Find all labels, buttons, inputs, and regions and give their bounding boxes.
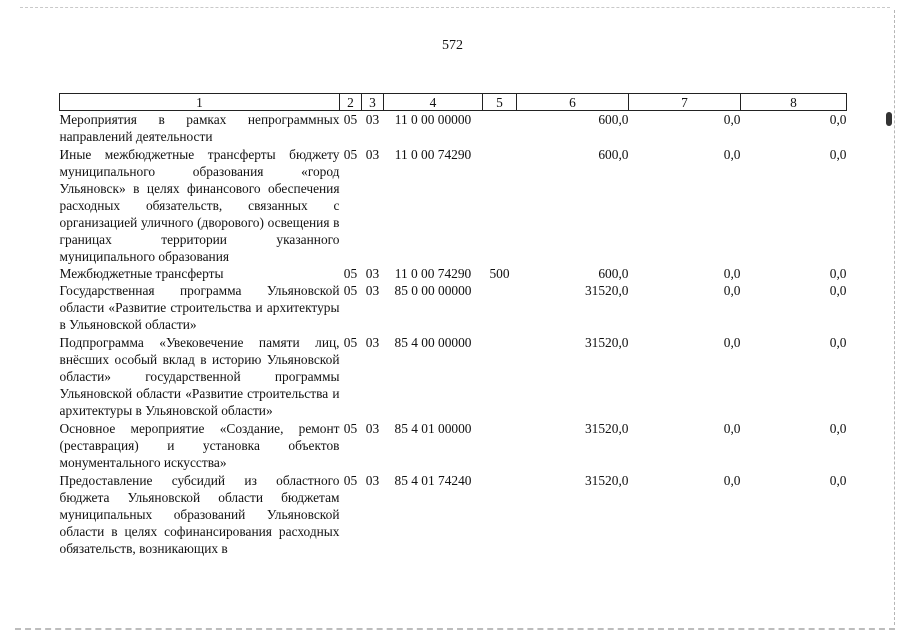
row-csr: 11 0 00 74290 [394,266,472,281]
row-vr [483,145,517,265]
row-rz: 05 [343,266,358,281]
row-value-6: 31520,0 [584,421,629,436]
row-value-6: 600,0 [598,112,629,127]
row-vr [483,419,517,471]
row-value-8: 0,0 [829,421,847,436]
row-name: Мероприятия в рамках непрограммных направлений деятельности [59,112,340,144]
table-row [60,145,847,265]
row-value-6: 31520,0 [584,473,629,488]
row-pr: 03 [365,421,380,436]
col-header-3: 3 [362,94,384,111]
row-value-8: 0,0 [829,283,847,298]
row-name: Подпрограмма «Увековечение памяти лиц, внёсших особый вклад в историю Ульяновской области» государственной программы Ульяновской области «Развитие строительства и архитектуры в Ульяновской области» [59,335,340,418]
row-value-8: 0,0 [829,473,847,488]
row-csr: 85 4 01 00000 [394,421,472,436]
budget-table [59,93,847,557]
col-header-2: 2 [340,94,362,111]
row-vr: 500 [489,266,510,281]
row-value-6: 600,0 [598,266,629,281]
row-value-6: 31520,0 [584,335,629,350]
row-value-7: 0,0 [723,112,741,127]
row-rz: 05 [343,112,358,127]
table-row [60,419,847,471]
row-value-7: 0,0 [723,283,741,298]
row-name: Иные межбюджетные трансферты бюджету муниципального образования «город Ульяновск» в целях финансового обеспечения расходных обязательств, связанных с организацией уличного (дворового) освещения в границах территории указанного муниципального образования [59,147,340,264]
row-name: Государственная программа Ульяновской области «Развитие строительства и архитектуры в Ульяновской области» [59,283,340,332]
row-pr: 03 [365,283,380,298]
row-value-7: 0,0 [723,473,741,488]
col-header-1: 1 [60,94,340,111]
col-header-6: 6 [517,94,629,111]
row-csr: 85 0 00 00000 [394,283,472,298]
row-csr: 85 4 01 74240 [394,473,472,488]
row-value-7: 0,0 [723,147,741,162]
row-rz: 05 [343,283,358,298]
row-csr: 11 0 00 74290 [394,147,472,162]
row-csr: 85 4 00 00000 [394,335,472,350]
table-row [60,471,847,557]
row-rz: 05 [343,147,358,162]
row-value-8: 0,0 [829,335,847,350]
row-vr [483,282,517,333]
table-row [60,111,847,146]
col-header-4: 4 [384,94,483,111]
table-row [60,282,847,333]
row-value-7: 0,0 [723,266,741,281]
row-vr [483,333,517,419]
row-pr: 03 [365,112,380,127]
table-row [60,265,847,282]
header-row [60,94,847,111]
margin-mark [886,112,892,126]
row-csr: 11 0 00 00000 [394,112,472,127]
row-value-7: 0,0 [723,335,741,350]
row-vr [483,471,517,557]
scan-edge-right [894,10,895,625]
col-header-7: 7 [629,94,741,111]
table-row [60,333,847,419]
row-rz: 05 [343,473,358,488]
row-value-6: 31520,0 [584,283,629,298]
row-value-7: 0,0 [723,421,741,436]
row-pr: 03 [365,335,380,350]
row-name: Межбюджетные трансферты [59,266,224,281]
col-header-8: 8 [741,94,847,111]
row-value-8: 0,0 [829,112,847,127]
row-value-6: 600,0 [598,147,629,162]
row-pr: 03 [365,147,380,162]
row-rz: 05 [343,421,358,436]
row-name: Основное мероприятие «Создание, ремонт (реставрация) и установка объектов монументального искусства» [59,421,340,470]
col-header-5: 5 [483,94,517,111]
row-name: Предоставление субсидий из областного бюджета Ульяновской области бюджетам муниципальных образований Ульяновской области в целях софинансирования расходных обязательств, возникающих в [59,473,340,556]
row-value-8: 0,0 [829,147,847,162]
page-number: 572 [442,38,463,53]
row-vr [483,111,517,146]
scan-edge-bottom [15,628,895,630]
row-pr: 03 [365,473,380,488]
row-rz: 05 [343,335,358,350]
row-value-8: 0,0 [829,266,847,281]
scan-edge-top [20,7,890,8]
row-pr: 03 [365,266,380,281]
